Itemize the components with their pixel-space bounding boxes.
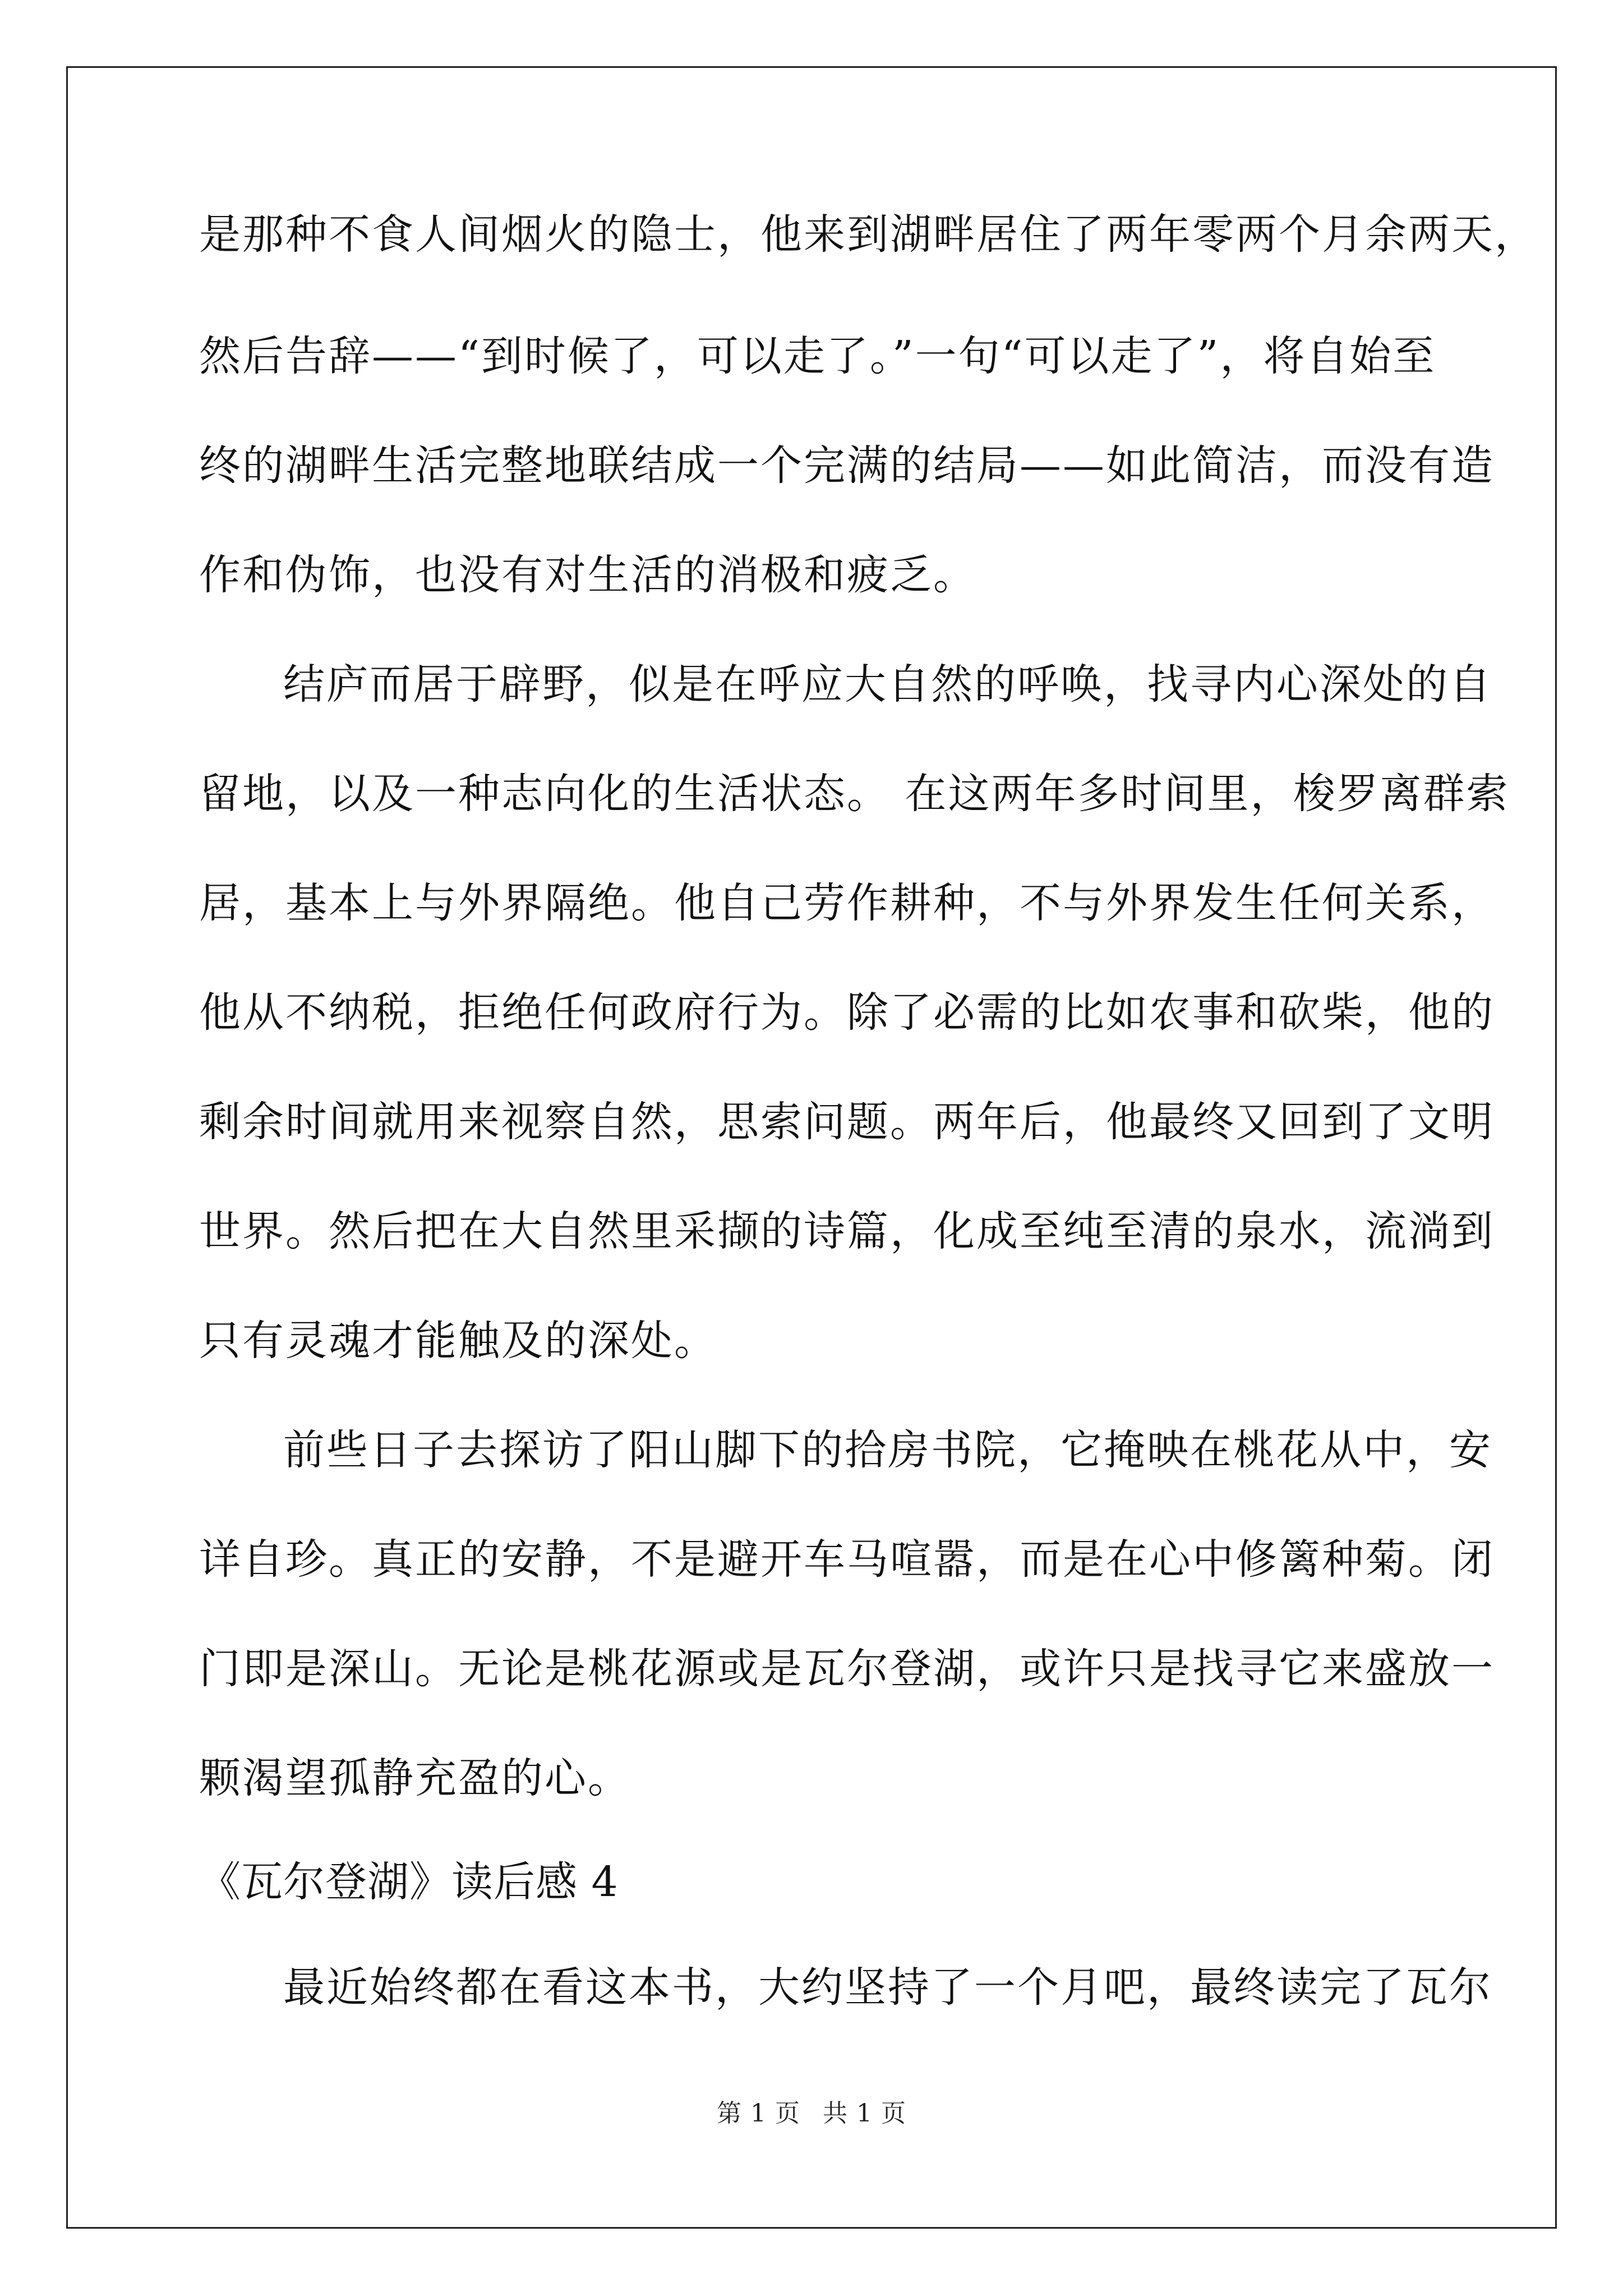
text-line: 颗渴望孤静充盈的心。 bbox=[199, 1754, 631, 1802]
page-number: 第 1 页 bbox=[717, 2099, 800, 2128]
text-line: 居，基本上与外界隔绝。他自己劳作耕种，不与外界发生任何关系， bbox=[199, 879, 1495, 927]
paragraph-first-line: 结庐而居于辟野，似是在呼应大自然的呼唤，找寻内心深处的自 bbox=[283, 660, 1492, 708]
text-line: 然后告辞——“到时候了，可以走了。”一句“可以走了”，将自始至 bbox=[199, 332, 1436, 380]
text-line: 详自珍。真正的安静，不是避开车马喧嚣，而是在心中修篱种菊。闭 bbox=[199, 1535, 1495, 1584]
page-total: 共 1 页 bbox=[823, 2099, 906, 2128]
text-line: 作和伪饰，也没有对生活的消极和疲乏。 bbox=[199, 551, 976, 599]
page-footer bbox=[0, 2097, 1623, 2131]
section-heading: 《瓦尔登湖》读后感 4 bbox=[199, 1858, 619, 1906]
text-line: 门即是深山。无论是桃花源或是瓦尔登湖，或许只是找寻它来盛放一 bbox=[199, 1645, 1495, 1693]
text-line: 留地，以及一种志向化的生活状态。 在这两年多时间里，梭罗离群索 bbox=[199, 770, 1510, 818]
text-line: 只有灵魂才能触及的深处。 bbox=[199, 1317, 717, 1365]
paragraph-first-line: 前些日子去探访了阳山脚下的拾房书院，它掩映在桃花从中，安 bbox=[283, 1426, 1492, 1474]
text-line: 是那种不食人间烟火的隐士，他来到湖畔居住了两年零两个月余两天， bbox=[199, 210, 1538, 259]
text-line: 他从不纳税，拒绝任何政府行为。除了必需的比如农事和砍柴，他的 bbox=[199, 988, 1495, 1037]
text-line: 世界。然后把在大自然里采撷的诗篇，化成至纯至清的泉水，流淌到 bbox=[199, 1207, 1495, 1255]
text-line: 剩余时间就用来视察自然，思索问题。两年后，他最终又回到了文明 bbox=[199, 1098, 1495, 1146]
text-line: 终的湖畔生活完整地联结成一个完满的结局——如此简洁，而没有造 bbox=[199, 441, 1495, 490]
paragraph-first-line: 最近始终都在看这本书，大约坚持了一个月吧，最终读完了瓦尔 bbox=[283, 1963, 1492, 2012]
